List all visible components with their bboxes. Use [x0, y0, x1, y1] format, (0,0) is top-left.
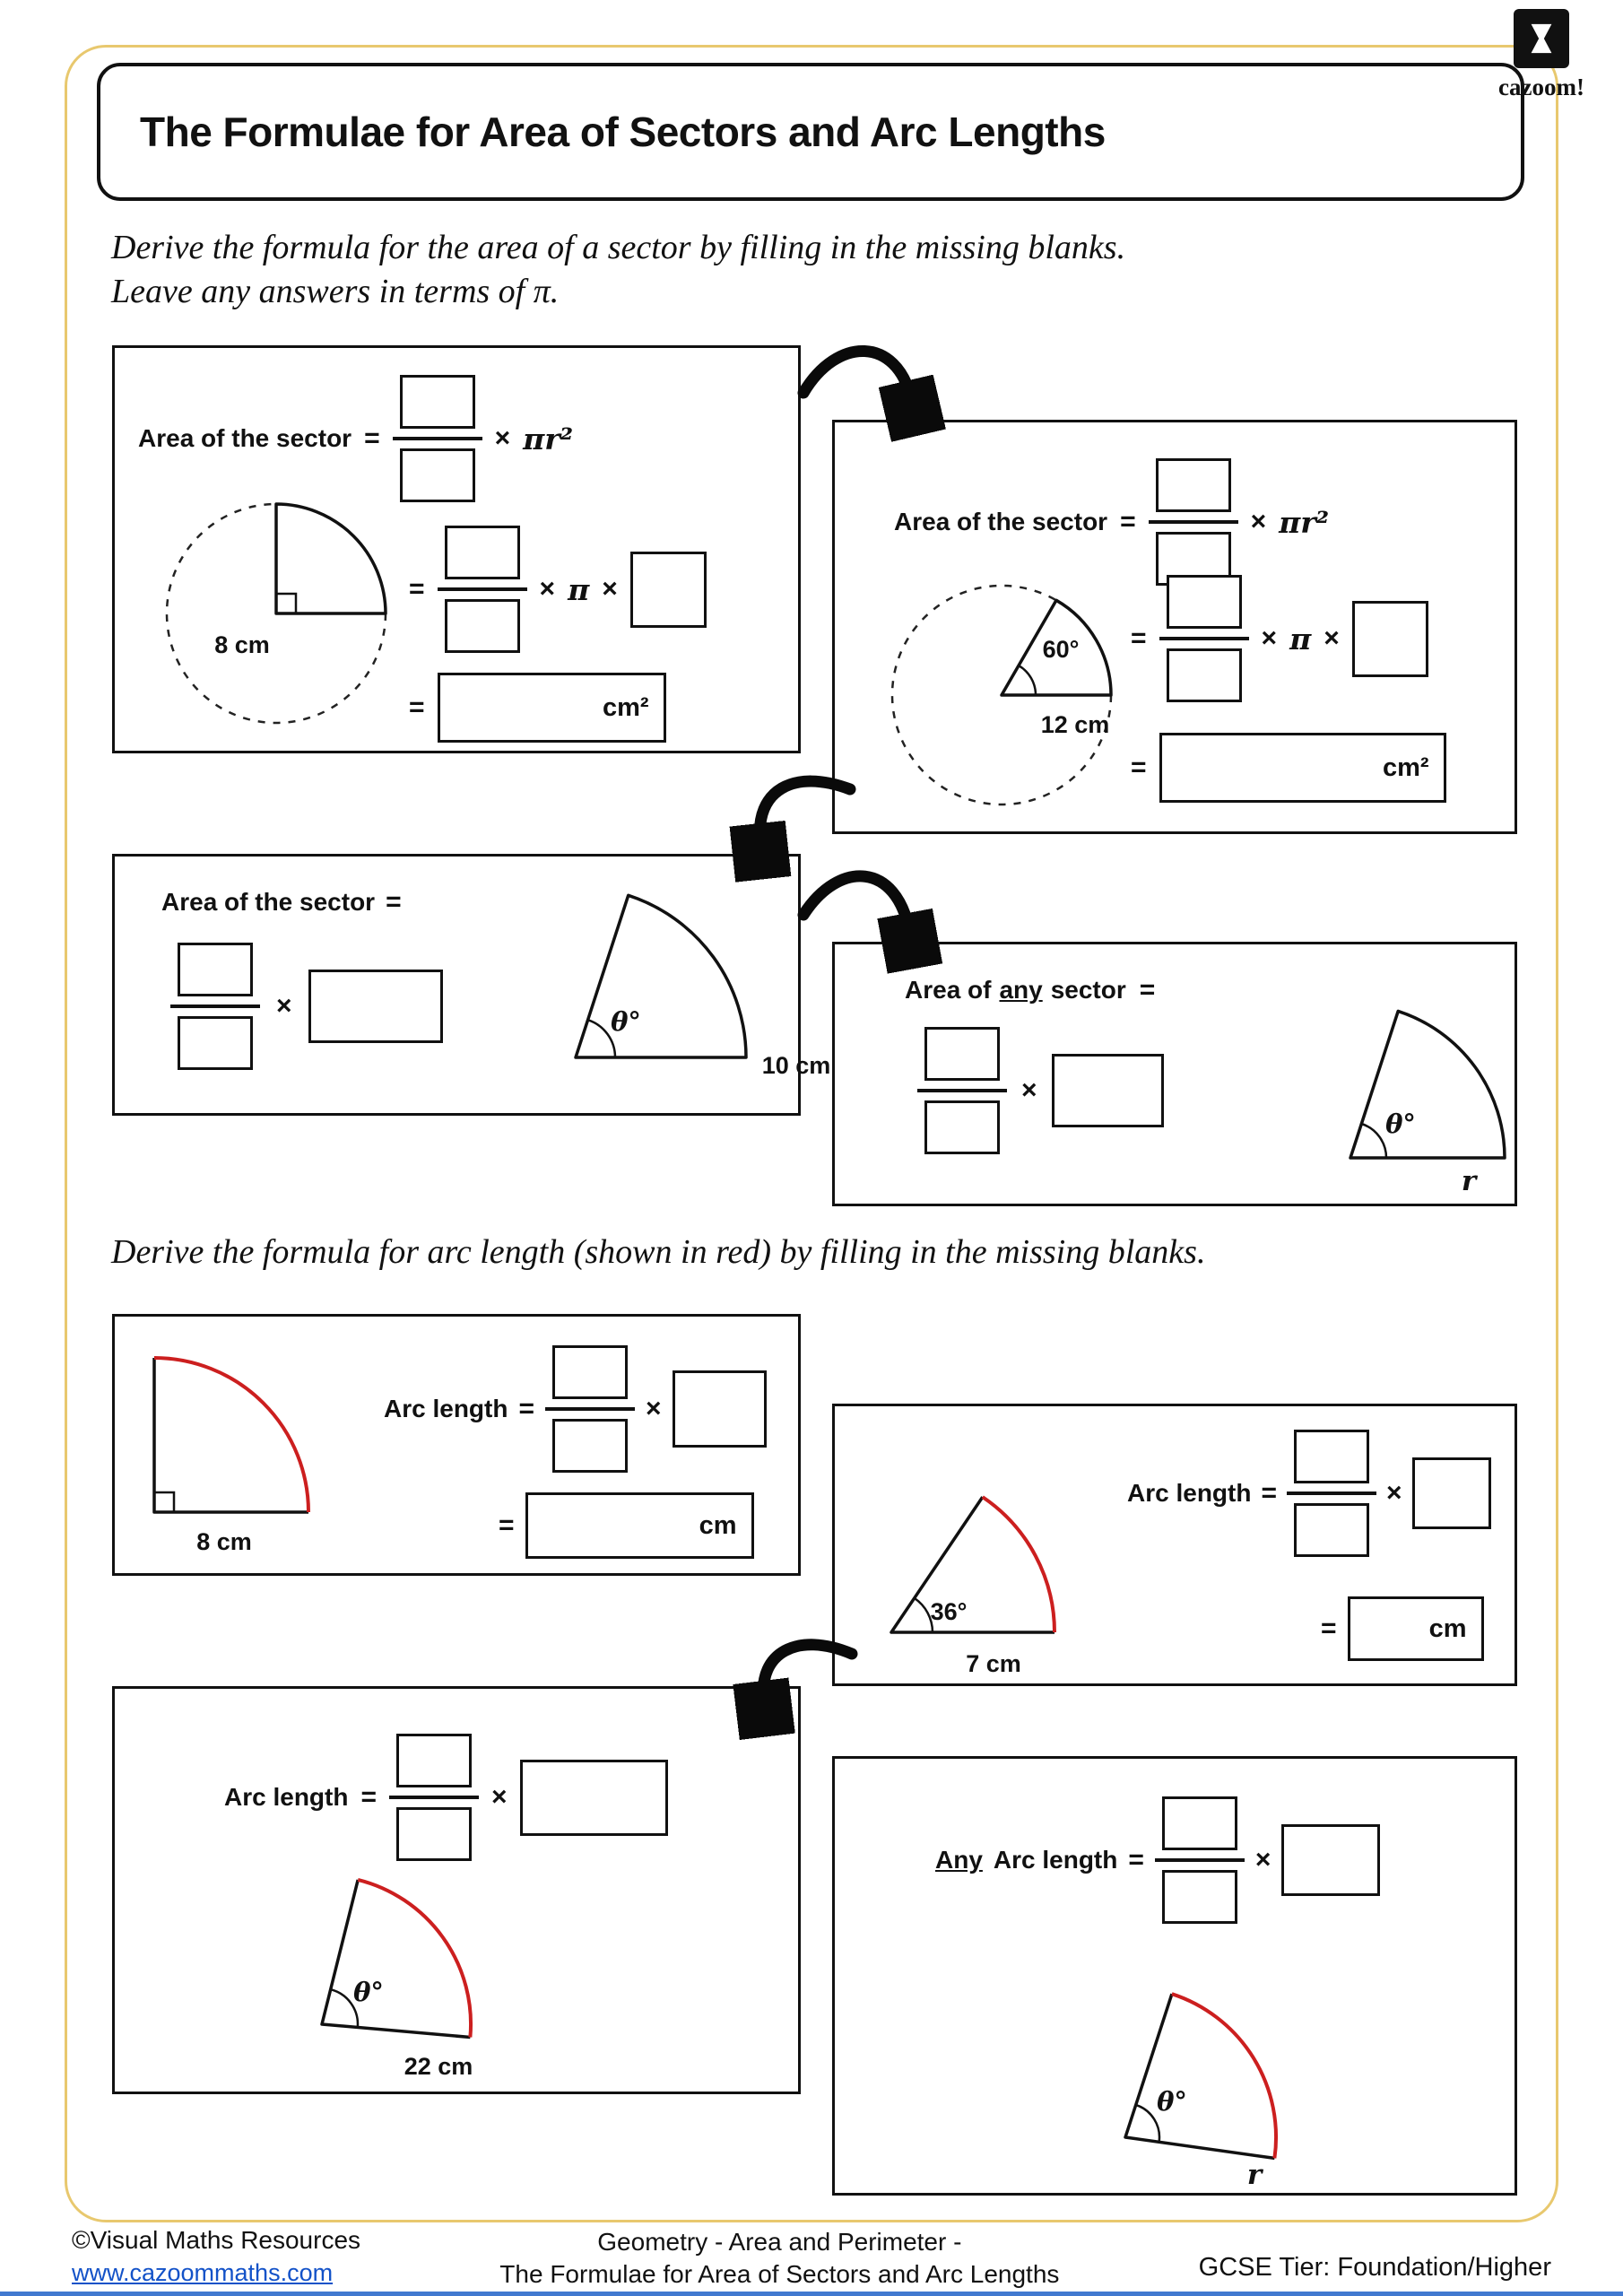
arc-box-any [832, 1756, 1517, 2196]
radius-label: 8 cm [214, 631, 270, 658]
radius-label: 7 cm [966, 1650, 1021, 1677]
numerator-blank [1167, 575, 1242, 629]
times-sign: × [1386, 1478, 1402, 1508]
denominator-blank [1294, 1503, 1369, 1557]
formula-row [170, 943, 443, 1070]
value-blank [1281, 1824, 1380, 1896]
fraction-blank [393, 375, 482, 502]
arc-box-theta-22cm [112, 1686, 801, 2094]
formula-row [1131, 733, 1446, 803]
formula-row [935, 1796, 1380, 1924]
cazoom-logo [1483, 9, 1600, 101]
formula-row [409, 526, 707, 653]
sector-diagram-8cm [149, 483, 404, 738]
equals-sign: = [1120, 507, 1136, 536]
website-link[interactable]: www.cazoommaths.com [72, 2259, 334, 2286]
fraction-bar [1159, 637, 1249, 640]
equals-sign: = [409, 692, 425, 722]
sector-fill [891, 1497, 1055, 1632]
radius-label: 10 cm [761, 1052, 831, 1079]
pi-symbol: π [1289, 621, 1312, 657]
times-sign: × [494, 423, 511, 453]
fraction-blank [1155, 1796, 1245, 1924]
equals-sign: = [1261, 1478, 1277, 1508]
cazoom-logo-icon [1514, 9, 1569, 68]
formula-row [409, 673, 666, 743]
fraction-bar [438, 587, 527, 591]
arc-diagram-theta-22cm [272, 1870, 572, 2090]
cazoom-logo-text: cazoom! [1498, 74, 1584, 100]
theta-label: θ° [1385, 1109, 1416, 1139]
unit-label: cm [1428, 1613, 1467, 1643]
equals-sign: = [1321, 1613, 1337, 1643]
answer-blank [1159, 733, 1446, 803]
fraction-bar [1149, 520, 1238, 524]
pi-r-squared-label: πr² [523, 421, 574, 457]
angle-label: 36° [930, 1598, 968, 1625]
sector-diagram-theta-10cm [543, 871, 855, 1106]
denominator-blank [400, 448, 475, 502]
numerator-blank [396, 1734, 472, 1787]
equals-sign: = [409, 574, 425, 604]
instruction-line: Derive the formula for the area of a sector by filling in the missing blanks. [111, 229, 1126, 266]
answer-blank [438, 673, 666, 743]
sector-shape [1350, 1011, 1505, 1158]
formula-row [384, 1345, 767, 1473]
page-title: The Formulae for Area of Sectors and Arc Lengths [140, 109, 1106, 155]
instruction-line: Derive the formula for arc length (shown in red) by filling in the missing blanks. [111, 1233, 1206, 1271]
answer-blank [525, 1492, 754, 1559]
times-sign: × [1324, 623, 1340, 653]
box-title: Arc length [384, 1395, 508, 1422]
instruction-part1 [111, 226, 1125, 313]
footer-left [72, 2226, 360, 2292]
equals-sign: = [1131, 623, 1147, 653]
times-sign: × [539, 574, 556, 604]
instruction-part2 [111, 1231, 1205, 1274]
worksheet-header [97, 63, 1524, 201]
box-title: Arc length [1127, 1479, 1252, 1507]
times-sign: × [1250, 507, 1267, 536]
sector-diagram-60deg [871, 564, 1133, 826]
times-sign: × [602, 574, 618, 604]
area-box-theta-10cm [112, 854, 831, 1116]
fraction-blank [545, 1345, 635, 1473]
times-sign: × [1021, 1075, 1037, 1105]
times-sign: × [491, 1782, 508, 1812]
times-sign: × [646, 1394, 662, 1423]
fraction-blank [1159, 575, 1249, 702]
equals-sign: = [364, 423, 380, 453]
fraction-blank [170, 943, 260, 1070]
denominator-blank [178, 1016, 253, 1070]
equals-sign: = [1131, 752, 1147, 782]
area-box-quarter-8cm [112, 345, 801, 753]
unit-label: cm² [602, 692, 649, 722]
angle-label: 60° [1042, 636, 1080, 663]
box-title-pre: Area of [905, 976, 992, 1004]
gcse-tier-label: GCSE Tier: Foundation/Higher [1198, 2253, 1551, 2282]
denominator-blank [396, 1807, 472, 1861]
value-blank [308, 970, 443, 1043]
box-title: Area of the sector [138, 424, 352, 452]
footer-topic-line: Geometry - Area and Perimeter - [597, 2228, 962, 2256]
fraction-bar [545, 1407, 635, 1411]
unit-label: cm [699, 1510, 737, 1540]
box-title: Area of the sector [161, 888, 376, 916]
formula-row [905, 975, 1155, 1005]
value-blank [630, 552, 707, 628]
denominator-blank [1162, 1870, 1237, 1924]
numerator-blank [924, 1027, 1000, 1081]
value-blank [673, 1370, 767, 1448]
theta-label: θ° [1157, 2086, 1187, 2117]
times-sign: × [1254, 1845, 1271, 1874]
denominator-blank [445, 599, 520, 653]
fraction-blank [389, 1734, 479, 1861]
quarter-sector-shape [276, 504, 386, 613]
radius-label: 8 cm [196, 1528, 252, 1555]
radius-label: r [1246, 2159, 1263, 2189]
radius-label: r [1461, 1165, 1477, 1197]
radius-label: 22 cm [404, 2053, 473, 2080]
times-sign: × [1261, 623, 1278, 653]
equals-sign: = [386, 887, 402, 917]
bottom-edge-strip [0, 2292, 1623, 2296]
answer-blank [1348, 1596, 1484, 1661]
area-box-60deg-12cm [832, 420, 1517, 834]
sector-fill [154, 1358, 308, 1512]
theta-label: θ° [611, 1006, 641, 1037]
numerator-blank [445, 526, 520, 579]
formula-row [224, 1734, 668, 1861]
denominator-blank [552, 1419, 628, 1473]
value-blank [1412, 1457, 1491, 1529]
sector-fill [322, 1880, 471, 2038]
pi-r-squared-label: πr² [1279, 504, 1330, 540]
box-title-post: Arc length [993, 1846, 1118, 1874]
box-title-any: Any [935, 1846, 983, 1874]
sector-shape [576, 895, 746, 1057]
box-title-post: sector [1050, 976, 1126, 1004]
fraction-blank [917, 1027, 1007, 1154]
arc-diagram-36deg [857, 1419, 1126, 1679]
denominator-blank [1167, 648, 1242, 702]
equals-sign: = [1139, 975, 1156, 1004]
formula-row [499, 1492, 754, 1559]
numerator-blank [1156, 458, 1231, 512]
equals-sign: = [360, 1782, 377, 1812]
copyright-text: ©Visual Maths Resources [72, 2226, 361, 2254]
footer-title-line: The Formulae for Area of Sectors and Arc Lengths [499, 2260, 1060, 2289]
sector-diagram-any [1324, 966, 1516, 1197]
box-title: Arc length [224, 1783, 349, 1811]
fraction-bar [1155, 1858, 1245, 1862]
numerator-blank [178, 943, 253, 996]
formula-row [161, 887, 402, 918]
unit-label: cm² [1382, 752, 1429, 782]
formula-row [1131, 575, 1428, 702]
fraction-bar [1287, 1492, 1376, 1495]
fraction-blank [1149, 458, 1238, 586]
page-footer [72, 2226, 1551, 2292]
footer-center [499, 2226, 1059, 2292]
box-title-any: any [999, 976, 1043, 1004]
pi-symbol: π [568, 571, 590, 607]
radius-label: 12 cm [1040, 711, 1110, 738]
numerator-blank [1162, 1796, 1237, 1850]
fraction-bar [917, 1089, 1007, 1092]
value-blank [520, 1760, 668, 1836]
fraction-bar [170, 1004, 260, 1008]
arc-box-quarter-8cm [112, 1314, 801, 1576]
arc-diagram-any [1079, 1945, 1334, 2189]
sector-fill [1125, 1994, 1276, 2158]
equals-sign: = [518, 1394, 534, 1423]
formula-row [1321, 1596, 1484, 1661]
denominator-blank [924, 1100, 1000, 1154]
fraction-blank [438, 526, 527, 653]
theta-label: θ° [353, 1977, 384, 2007]
fraction-bar [393, 437, 482, 440]
formula-row [1127, 1430, 1491, 1557]
equals-sign: = [499, 1510, 515, 1540]
hourglass-icon [1524, 20, 1558, 57]
area-box-any-sector [832, 942, 1517, 1206]
fraction-blank [1287, 1430, 1376, 1557]
instruction-line: Leave any answers in terms of π. [111, 272, 560, 310]
numerator-blank [552, 1345, 628, 1399]
arc-diagram-8cm [133, 1338, 368, 1564]
numerator-blank [400, 375, 475, 429]
times-sign: × [276, 991, 292, 1021]
fraction-bar [389, 1796, 479, 1799]
arc-box-36deg-7cm [832, 1404, 1517, 1686]
value-blank [1352, 601, 1428, 677]
value-blank [1052, 1054, 1164, 1127]
numerator-blank [1294, 1430, 1369, 1483]
equals-sign: = [1128, 1845, 1144, 1874]
formula-row [917, 1027, 1164, 1154]
box-title: Area of the sector [894, 508, 1108, 535]
